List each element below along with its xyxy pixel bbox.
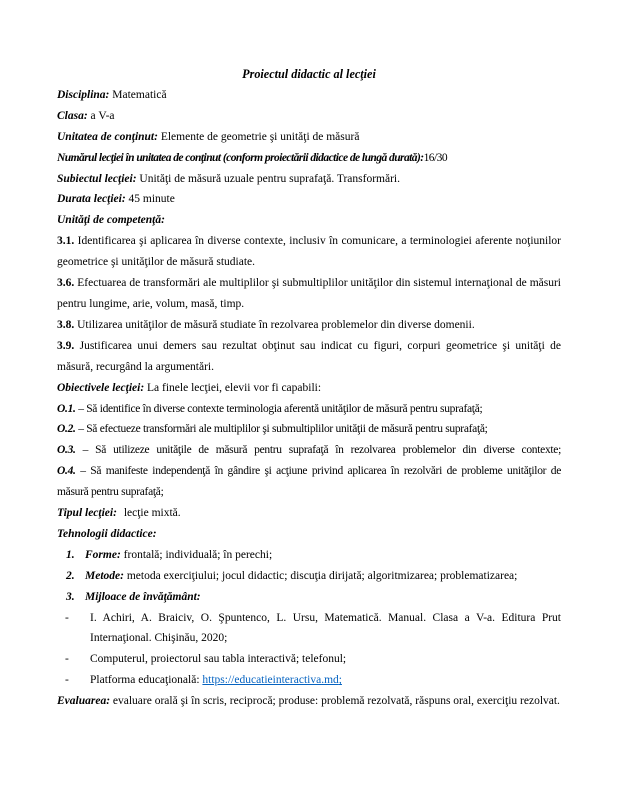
objective-number: O.3.: [57, 444, 76, 457]
objective-number: O.4.: [57, 465, 76, 478]
list-number: 1.: [66, 548, 75, 561]
field-durata: [57, 189, 561, 210]
field-numarul-label: Numărul lecţiei în unitatea de conţinut (conform proiectării didactice de lungă durată):: [57, 151, 424, 164]
platform-link-suffix: ;: [338, 674, 342, 687]
technology-text: metoda exerciţiului; jocul didactic; discuţia dirijată; algoritmizarea; problematizarea;: [126, 569, 518, 582]
list-number: 3.: [66, 590, 75, 603]
dash-marker: -: [65, 674, 69, 687]
objective-text: – Să efectueze transformări ale multiplilor şi submultiplilor unităţii de măsură pentru suprafaţă;: [78, 423, 488, 436]
resource-text: I. Achiri, A. Braiciv, O. Şpuntenco, L. Ursu, Matematică. Manual. Clasa a V-a. Editura Prut Internaţional. Chişinău, 2020;: [90, 611, 561, 645]
resource-text: Computerul, proiectorul sau tabla interactivă; telefonul;: [90, 653, 347, 666]
competence-number: 3.6.: [57, 277, 75, 290]
field-durata-value: 45 minute: [128, 193, 175, 206]
technology-label: Mijloace de învăţământ:: [85, 590, 201, 603]
resource-item-computer: [65, 649, 561, 670]
objectives-heading: [57, 378, 561, 399]
competences-heading: Unităţi de competenţă:: [57, 214, 165, 227]
technology-label: Forme:: [85, 548, 121, 561]
objective-item-o2: [57, 419, 561, 440]
competence-item-3-6: [57, 273, 561, 315]
objective-text: – Să identifice în diverse contexte terminologia aferentă unităţilor de măsură pentru suprafaţă;: [78, 402, 483, 415]
resource-item-manual: [65, 608, 561, 650]
platform-link[interactable]: https://educatieinteractiva.md: [202, 674, 339, 687]
field-unitatea-label: Unitatea de conţinut:: [57, 130, 158, 143]
field-evaluarea-value: evaluare orală şi în scris, reciprocă; produse: problemă rezolvată, răspuns oral, exerciţiu rezolvat.: [112, 695, 560, 708]
field-tipul: [57, 503, 561, 524]
objective-text: – Să utilizeze unităţile de măsură pentru suprafaţă în rezolvarea problemelor din diverse contexte;: [82, 444, 561, 457]
competence-number: 3.1.: [57, 235, 75, 248]
technology-item-metode: [66, 566, 561, 587]
objective-text: – Să manifeste independenţă în gândire şi acţiune privind aplicarea în rezolvări de probleme unităţilor de măsură pentru suprafaţă;: [57, 465, 562, 499]
technologies-heading: Tehnologii didactice:: [57, 527, 157, 540]
objective-item-o3: [57, 440, 561, 461]
field-disciplina-label: Disciplina:: [57, 88, 110, 101]
field-tipul-value: lecţie mixtă.: [123, 507, 181, 520]
field-numarul-value: 16/30: [423, 151, 448, 164]
field-disciplina-value: Matematică: [112, 88, 167, 101]
field-subiectul-label: Subiectul lecţiei:: [57, 172, 137, 185]
technology-item-forme: [66, 545, 561, 566]
technology-text: frontală; individuală; în perechi;: [123, 548, 273, 561]
resource-item-platform: [65, 670, 561, 691]
competence-item-3-9: [57, 336, 561, 378]
competence-text: Identificarea şi aplicarea în diverse contexte, inclusiv în comunicare, a terminologiei aferente noţiunilor geometrice şi unităţilor de măsură studiate.: [57, 235, 561, 269]
competence-item-3-1: [57, 231, 561, 273]
technology-item-mijloace: [66, 587, 561, 608]
objective-item-o4: [57, 461, 561, 503]
field-subiectul: [57, 169, 561, 190]
objective-number: O.2.: [57, 423, 76, 436]
field-clasa-label: Clasa:: [57, 109, 88, 122]
technology-label: Metode:: [85, 569, 124, 582]
competence-text: Efectuarea de transformări ale multiplilor şi submultiplilor unităţilor din sistemul internaţional de măsuri pentru lungime, arie, volum, masă, timp.: [57, 277, 561, 310]
field-disciplina: [57, 85, 561, 106]
list-number: 2.: [66, 569, 75, 582]
field-unitatea: [57, 127, 561, 148]
dash-marker: -: [65, 653, 69, 666]
field-evaluarea: [57, 691, 561, 712]
field-tipul-label: Tipul lecţiei:: [57, 507, 117, 520]
objectives-heading-value: La finele lecţiei, elevii vor fi capabili:: [147, 381, 322, 394]
field-unitatea-value: Elemente de geometrie şi unităţi de măsură: [160, 130, 360, 143]
objective-number: O.1.: [57, 402, 76, 415]
resource-text: Platforma educaţională:: [90, 674, 203, 687]
competence-text: Utilizarea unităţilor de măsură studiate în rezolvarea problemelor din diverse domenii.: [77, 318, 475, 331]
competence-number: 3.8.: [57, 318, 75, 331]
competence-number: 3.9.: [57, 339, 75, 352]
field-durata-label: Durata lecţiei:: [57, 193, 126, 206]
objectives-heading-label: Obiectivele lecţiei:: [57, 381, 145, 394]
competence-item-3-8: [57, 315, 561, 336]
field-numarul: [57, 148, 561, 169]
page-title: Proiectul didactic al lecţiei: [242, 67, 376, 81]
field-subiectul-value: Unităţi de măsură uzuale pentru suprafaţă. Transformări.: [139, 172, 400, 185]
dash-marker: -: [65, 611, 69, 624]
competence-text: Justificarea unui demers sau rezultat obţinut sau indicat cu figuri, corpuri geometrice şi unităţi de măsură, recurgând la argumentări.: [57, 339, 562, 373]
objective-item-o1: [57, 399, 561, 420]
field-clasa-value: a V-a: [90, 109, 115, 122]
field-evaluarea-label: Evaluarea:: [57, 695, 111, 708]
field-clasa: [57, 106, 561, 127]
